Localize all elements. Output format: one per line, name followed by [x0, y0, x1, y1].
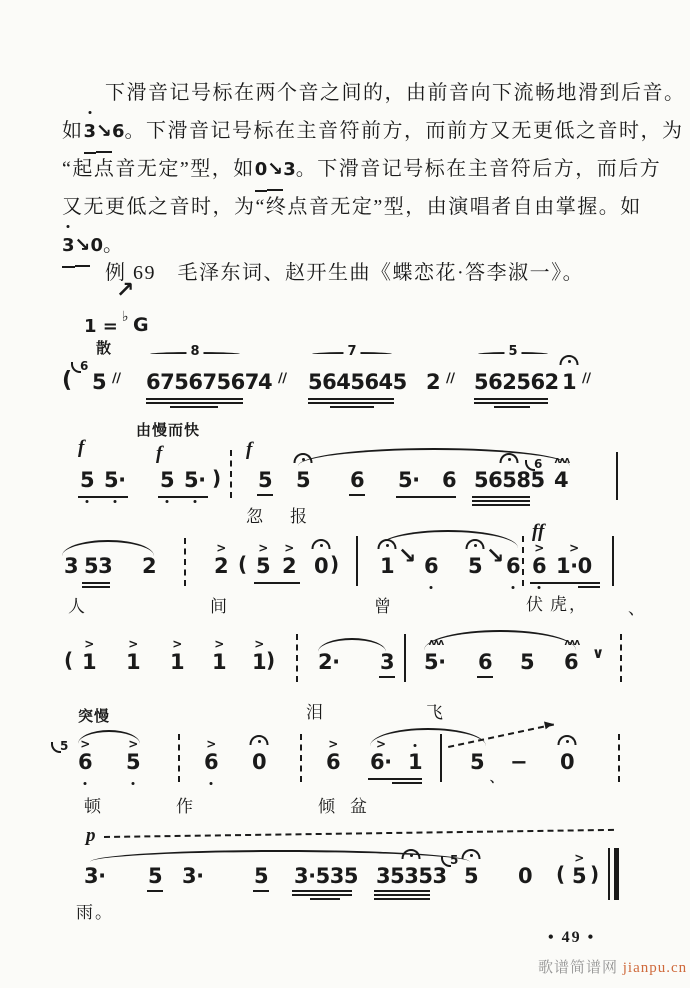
- fermata-mark: [558, 735, 577, 745]
- note: 6: [478, 652, 492, 673]
- tempo-label: 突慢: [78, 709, 111, 725]
- note: 6 >: [326, 737, 341, 774]
- slur: [318, 638, 386, 652]
- note: 6 >: [532, 556, 546, 577]
- lyric: 雨。: [76, 903, 114, 922]
- tuplet-bracket: [150, 344, 240, 359]
- barline: [616, 452, 618, 500]
- barline: [612, 536, 614, 586]
- note: 5: [296, 470, 310, 491]
- note: 4 ʌʌʌ: [554, 456, 570, 492]
- dashed-barline: [620, 634, 622, 682]
- note: 4: [258, 370, 273, 394]
- note: 5 >: [126, 752, 140, 773]
- beam-line: [530, 582, 556, 584]
- key-signature: G: [133, 314, 149, 336]
- beam-line: [392, 782, 422, 784]
- pause-mark: 、: [628, 599, 647, 618]
- note: 5: [148, 866, 162, 887]
- slur: [424, 630, 576, 650]
- note: (: [238, 552, 247, 576]
- grace-note: 6: [534, 458, 542, 470]
- note: (: [64, 648, 73, 672]
- flat-sign: ♭: [122, 309, 129, 325]
- accent-mark: >: [574, 851, 584, 865]
- beam-line: [146, 398, 243, 400]
- octave-dot-below: [193, 500, 196, 503]
- dashed-barline: [184, 538, 186, 586]
- lyric: 曾: [374, 597, 393, 616]
- note: 5: [468, 556, 482, 577]
- beam-line: [374, 894, 430, 896]
- repeat-slashes: ∕∕: [278, 371, 287, 386]
- beam-line: [330, 406, 374, 408]
- text-segment: 。下滑音记号标在主音符前方，而前方又无更低之音时，为: [124, 120, 684, 142]
- note: ): [330, 552, 339, 576]
- beam-line: [554, 582, 600, 584]
- octave-dot-below: [166, 500, 169, 503]
- barline: [608, 848, 610, 900]
- note: 3·: [84, 864, 106, 888]
- beam-line: [292, 894, 352, 896]
- note: −: [510, 750, 528, 774]
- note: 35353: [376, 866, 447, 887]
- text-segment: “起点音无定”型，如: [62, 158, 255, 180]
- note: 3: [64, 554, 79, 578]
- dynamic-mark: ff: [532, 521, 545, 542]
- lyric: 报: [290, 507, 309, 526]
- note-underline: [257, 494, 273, 496]
- note: 5: [464, 866, 478, 887]
- slur: [78, 730, 140, 744]
- dashed-barline: [178, 734, 180, 782]
- note-underline: [147, 890, 163, 892]
- beam-line: [374, 890, 430, 892]
- slur: [378, 530, 518, 548]
- grace-note: 5: [450, 854, 458, 866]
- note: 5: [470, 750, 485, 774]
- text-segment: 。: [102, 234, 125, 256]
- dynamic-mark: p: [86, 825, 96, 846]
- note: 3: [380, 652, 394, 673]
- note: 1 >: [212, 637, 227, 674]
- accent-mark: >: [534, 541, 544, 555]
- beam-line: [368, 778, 422, 780]
- note: 3·535: [294, 864, 358, 888]
- fermata-mark: [312, 539, 331, 549]
- beam-line: [374, 898, 430, 900]
- octave-dot-below: [512, 586, 515, 589]
- octave-dot-below: [538, 586, 541, 589]
- accent-mark: >: [258, 541, 268, 555]
- accent-mark: >: [214, 637, 224, 651]
- beam-line: [474, 402, 548, 404]
- beam-line: [158, 496, 208, 498]
- lyric: 飞: [426, 703, 445, 722]
- beam-line: [494, 406, 530, 408]
- accent-mark: >: [569, 541, 579, 555]
- note: 2: [142, 554, 157, 578]
- note: 5·: [184, 470, 206, 491]
- note: 1 >: [126, 637, 141, 674]
- beam-line: [146, 402, 243, 404]
- beam-line: [254, 582, 300, 584]
- beam-line: [472, 500, 530, 502]
- note: 2·: [318, 650, 340, 674]
- beam-line: [170, 406, 218, 408]
- note: 5: [520, 650, 535, 674]
- upward-slide-arrow-icon: ↗: [116, 278, 134, 303]
- lyric: 盆: [350, 797, 369, 816]
- watermark-site: 歌谱简谱网: [538, 960, 623, 976]
- watermark-domain: jianpu.cn: [622, 960, 688, 976]
- barline: [614, 848, 619, 900]
- note: 5·: [104, 470, 126, 491]
- beam-line: [472, 504, 530, 506]
- beam-line: [82, 586, 110, 588]
- tuplet-number: 8: [186, 345, 203, 358]
- octave-dot-below: [84, 782, 87, 785]
- slide-down-arrow-icon: ↘: [267, 150, 283, 191]
- note: 3·: [182, 864, 204, 888]
- lyric: 伏: [526, 595, 545, 614]
- note: 0: [314, 556, 328, 577]
- lyric: 泪: [306, 703, 325, 722]
- lyric: 间: [210, 597, 229, 616]
- page-number: • 49 •: [548, 929, 596, 946]
- tuplet-bracket: [478, 344, 548, 359]
- accent-mark: >: [128, 637, 138, 651]
- key-signature: 1 =: [84, 316, 118, 337]
- watermark: [538, 956, 687, 977]
- note: 56585: [474, 470, 545, 491]
- text-segment: 3: [62, 227, 75, 268]
- note: 2 >: [214, 541, 229, 578]
- accent-mark: >: [206, 737, 216, 751]
- lyric: 倾: [318, 797, 337, 816]
- note: 53: [84, 554, 113, 578]
- slide-down-arrow-icon: ↘: [75, 226, 91, 267]
- tuplet-number: 7: [343, 345, 360, 358]
- tremolo-mark: ʌʌʌ: [428, 638, 444, 648]
- dashed-barline: [296, 634, 298, 682]
- beam-line: [82, 582, 110, 584]
- note: 0: [518, 864, 533, 888]
- dashed-barline: [522, 536, 524, 586]
- beam-line: [308, 398, 394, 400]
- note: 5: [258, 470, 272, 491]
- note-underline: [379, 676, 395, 678]
- note: ): [590, 862, 599, 886]
- text-segment: 3: [283, 159, 296, 180]
- tremolo-mark: ʌʌʌ: [554, 456, 570, 466]
- lyric: 顿: [84, 797, 103, 816]
- text-segment: 0: [255, 151, 268, 192]
- note: 67567567: [146, 370, 259, 394]
- dashed-line: [104, 829, 614, 838]
- dashed-barline: [230, 450, 232, 498]
- slur: [62, 540, 154, 556]
- grace-hook: [71, 362, 81, 373]
- note: 5· ʌʌʌ: [424, 638, 446, 674]
- beam-line: [472, 496, 530, 498]
- barline: [404, 634, 406, 682]
- octave-dot-below: [430, 586, 433, 589]
- grace-hook: [51, 742, 61, 753]
- note: 0: [560, 752, 574, 773]
- lyric: 虎，: [550, 595, 588, 614]
- note: 6 >: [204, 752, 218, 773]
- repeat-slashes: ∕∕: [582, 371, 591, 386]
- repeat-slashes: ∕∕: [112, 371, 121, 386]
- note: 5: [160, 470, 174, 491]
- accent-mark: >: [128, 737, 138, 751]
- text-segment: 下滑音记号标在两个音之间的，由前音向下流畅地滑到后音。: [62, 82, 686, 104]
- note: 1·0 >: [556, 541, 592, 578]
- note: 1 >: [252, 637, 267, 674]
- beam-line: [78, 496, 128, 498]
- note: 5·: [398, 468, 420, 492]
- note: 1 >: [170, 637, 185, 674]
- note: (: [556, 862, 565, 886]
- note: 5: [92, 370, 107, 394]
- note: 0: [252, 752, 266, 773]
- note-underline: [253, 890, 269, 892]
- beam-line: [308, 402, 394, 404]
- note-underline: [477, 676, 493, 678]
- octave-dot-below: [86, 500, 89, 503]
- note: 5: [80, 470, 94, 491]
- note: 2: [426, 370, 441, 394]
- glissando-arrow-icon: ↘: [486, 544, 504, 569]
- note: 6 ʌʌʌ: [564, 638, 580, 674]
- note: 6 >: [78, 752, 92, 773]
- tempo-label: 由慢而快: [136, 423, 201, 439]
- fermata-mark: [250, 735, 269, 745]
- accent-mark: >: [254, 637, 264, 651]
- note: 6: [424, 556, 438, 577]
- fermata-mark: [560, 355, 579, 365]
- lyric: 人: [68, 597, 87, 616]
- breath-mark: ∨: [592, 644, 604, 662]
- tuplet-number: 5: [504, 345, 521, 358]
- note: (: [62, 368, 72, 393]
- octave-dot-below: [113, 500, 116, 503]
- note: 6: [442, 468, 457, 492]
- text-segment: 6: [111, 121, 125, 142]
- note: 5 >: [256, 541, 271, 578]
- slide-down-arrow-icon: ↘: [96, 112, 112, 153]
- free-tempo-label: 散: [96, 341, 113, 357]
- lyric: 忽: [246, 507, 265, 526]
- fermata-mark: [462, 849, 481, 859]
- accent-mark: >: [84, 637, 94, 651]
- note: 5: [254, 866, 268, 887]
- dynamic-mark: f: [78, 437, 85, 458]
- note: 1: [408, 752, 422, 773]
- grace-note: 5: [60, 740, 68, 752]
- note: 1: [562, 372, 576, 393]
- slur: [298, 448, 570, 466]
- dynamic-mark: f: [156, 443, 163, 464]
- grace-note: 6: [80, 360, 88, 372]
- note: 6: [350, 470, 364, 491]
- beam-line: [396, 496, 456, 498]
- accent-mark: >: [172, 637, 182, 651]
- accent-mark: >: [376, 737, 386, 751]
- beam-line: [578, 586, 600, 588]
- dashed-barline: [300, 734, 302, 782]
- note: ): [266, 648, 275, 672]
- note: 5645645: [308, 370, 407, 394]
- dashed-barline: [618, 734, 620, 782]
- repeat-slashes: ∕∕: [446, 371, 455, 386]
- note: 6: [506, 556, 520, 577]
- octave-dot-below: [210, 782, 213, 785]
- text-segment: 0: [90, 235, 103, 256]
- lyric: 作: [176, 797, 195, 816]
- accent-mark: >: [284, 541, 294, 555]
- text-segment: 。下滑音记号标在主音符后方，而后方: [295, 158, 662, 180]
- tuplet-bracket: [312, 344, 392, 359]
- note-underline: [349, 494, 365, 496]
- note: 562562: [474, 370, 559, 394]
- note: 2 >: [282, 541, 297, 578]
- pause-mark: 、: [490, 771, 502, 785]
- barline: [356, 536, 358, 586]
- text-segment: 又无更低之音时，为“终点音无定”型，由演唱者自由掌握。如: [62, 196, 642, 218]
- beam-line: [474, 398, 548, 400]
- accent-mark: >: [80, 737, 90, 751]
- barline: [440, 734, 442, 782]
- beam-line: [292, 890, 352, 892]
- accent-mark: >: [328, 737, 338, 751]
- beam-line: [310, 898, 340, 900]
- note: ): [212, 466, 221, 490]
- glissando-arrow-icon: ↘: [398, 544, 416, 569]
- tremolo-mark: ʌʌʌ: [564, 638, 580, 648]
- dynamic-mark: f: [246, 439, 253, 460]
- note: 1 >: [82, 637, 97, 674]
- note: 6· >: [370, 737, 392, 774]
- note: 1: [380, 556, 394, 577]
- text-segment: 3: [84, 113, 97, 154]
- note: 5 >: [572, 851, 587, 888]
- octave-dot-below: [132, 782, 135, 785]
- text-segment: 例 69 毛泽东词、赵开生曲《蝶恋花·答李淑一》。: [62, 262, 585, 284]
- accent-mark: >: [216, 541, 226, 555]
- text-segment: 如: [62, 120, 84, 142]
